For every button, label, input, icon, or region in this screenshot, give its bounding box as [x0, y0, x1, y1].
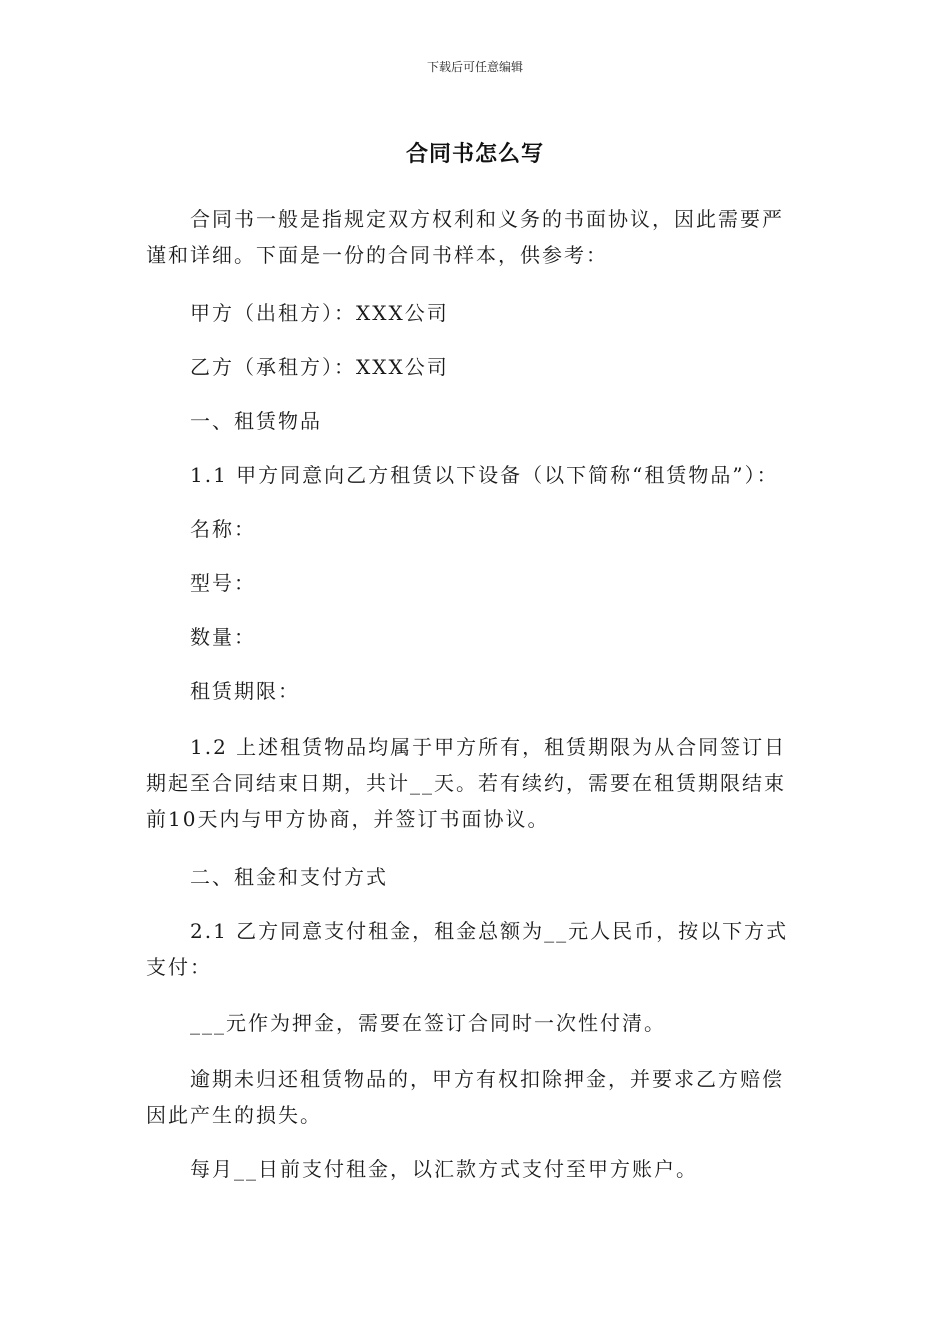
field-term	[146, 673, 804, 709]
clause: 每月__日前支付租金，以汇款方式支付至甲方账户。	[190, 1157, 698, 1181]
document-title: 合同书怎么写	[405, 142, 544, 167]
overdue-line	[146, 1061, 804, 1133]
monthly-payment-line	[146, 1151, 804, 1187]
paragraph: 乙方（承租方）：XXX公司	[190, 355, 449, 379]
paragraph: 甲方（出租方）：XXX公司	[190, 301, 449, 325]
para-party-a	[146, 295, 804, 331]
field-label: 数量：	[190, 625, 256, 649]
section-2-heading	[146, 859, 804, 895]
field-label: 租赁期限：	[190, 679, 300, 703]
field-name	[146, 511, 804, 547]
clause-1-2	[146, 729, 804, 837]
field-quantity	[146, 619, 804, 655]
section-heading: 二、租金和支付方式	[190, 865, 388, 889]
field-label: 型号：	[190, 571, 256, 595]
section-heading: 一、租赁物品	[190, 409, 322, 433]
clause: 2.1 乙方同意支付租金，租金总额为__元人民币，按以下方式支付：	[146, 919, 789, 979]
section-1-heading	[146, 403, 804, 439]
para-party-b	[146, 349, 804, 385]
deposit-line	[146, 1005, 804, 1041]
field-model	[146, 565, 804, 601]
paragraph: 合同书一般是指规定双方权利和义务的书面协议，因此需要严谨和详细。下面是一份的合同书样本，供参考：	[146, 207, 784, 267]
clause: 1.2 上述租赁物品均属于甲方所有，租赁期限为从合同签订日期起至合同结束日期，共计__天。若有续约，需要在租赁期限结束前10天内与甲方协商，并签订书面协议。	[146, 735, 787, 831]
clause: ___元作为押金，需要在签订合同时一次性付清。	[190, 1011, 666, 1035]
clause: 逾期未归还租赁物品的，甲方有权扣除押金，并要求乙方赔偿因此产生的损失。	[146, 1067, 784, 1127]
field-label: 名称：	[190, 517, 256, 541]
clause: 1.1 甲方同意向乙方租赁以下设备（以下简称“租赁物品”）：	[190, 463, 779, 487]
clause-2-1	[146, 913, 804, 985]
para-intro	[146, 201, 804, 273]
clause-1-1	[146, 457, 804, 493]
header-note: 下载后可任意编辑	[426, 60, 523, 74]
